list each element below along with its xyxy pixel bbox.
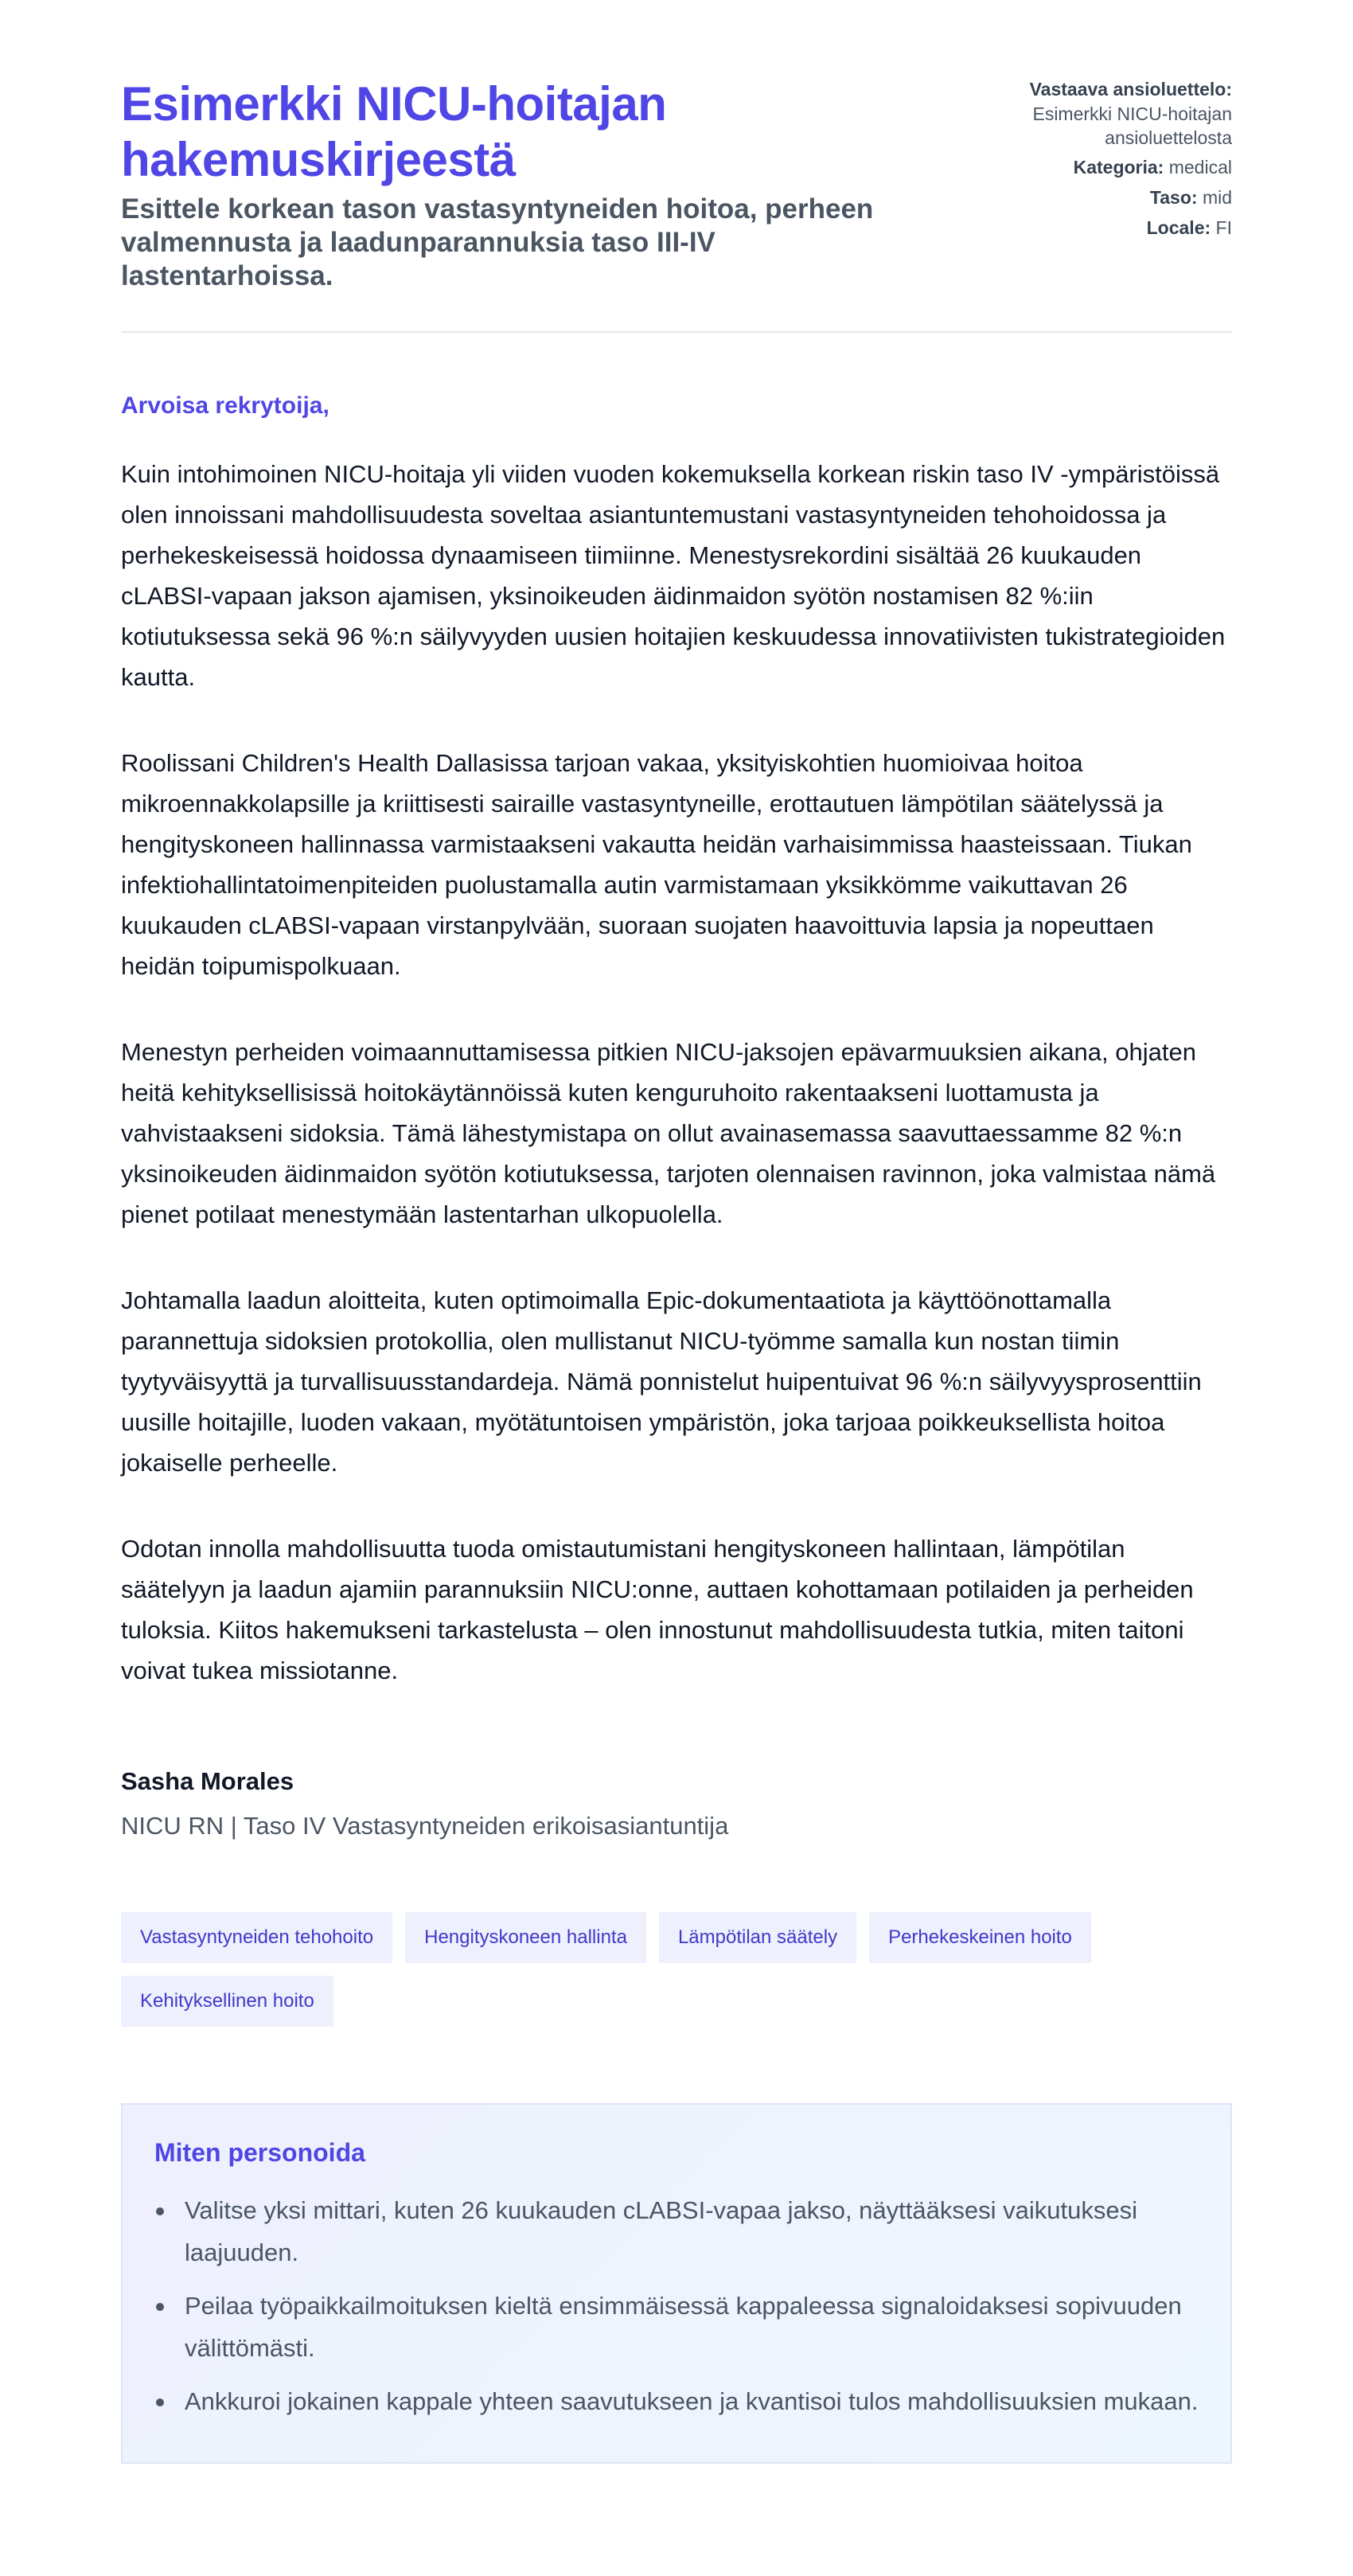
header-titles: [121, 76, 925, 293]
page-subtitle: Esittele korkean tason vastasyntyneiden hoitoa, perheen valmennusta ja laadunparannuksia taso III-IV lastentarhoissa.: [121, 193, 874, 291]
skill-tag: Hengityskoneen hallinta: [405, 1912, 646, 1963]
page-header: [121, 76, 1232, 333]
meta-source-label: Vastaava ansioluettelo:: [1029, 79, 1232, 100]
skill-tag: Vastasyntyneiden tehohoito: [121, 1912, 392, 1963]
meta-level-value: mid: [1202, 187, 1232, 208]
tips-list-item: Peilaa työpaikkailmoituksen kieltä ensimmäisessä kappaleessa signaloidaksesi sopivuuden välittömästi.: [154, 2285, 1199, 2369]
meta-category-label: Kategoria:: [1073, 157, 1164, 178]
meta-locale-label: Locale:: [1146, 217, 1211, 238]
letter-paragraph-3: Menestyn perheiden voimaannuttamisessa pitkien NICU-jaksojen epävarmuuksien aikana, ohjaten heitä kehityksellisissä hoitokäytännöissä kuten kenguruhoito rakentaakseni luottamusta ja vahvistaakseni sidoksia. Tämä lähestymistapa on ollut avainasemassa saavuttaessamme 82 %:n yksinoikeuden äidinmaidon syötön kotiutuksessa, tarjoten olennaisen ravinnon, joka valmistaa nämä pienet potilaat menestymään lastentarhan ulkopuolella.: [121, 1038, 1216, 1228]
meta-category: [969, 154, 1232, 180]
tips-list-item: Valitse yksi mittari, kuten 26 kuukauden cLABSI-vapaa jakso, näyttääksesi vaikutuksesi laajuuden.: [154, 2189, 1199, 2274]
skill-tags: [121, 1912, 1232, 2027]
letter-paragraph-5: Odotan innolla mahdollisuutta tuoda omistautumistani hengityskoneen hallintaan, lämpötilan säätelyyn ja laadun ajamiin parannuksiin NICU:onne, auttaen kohottamaan potilaiden ja perheiden tuloksia. Kiitos hakemukseni tarkastelusta – olen innostunut mahdollisuudesta tutkia, miten taitoni voivat tukea missiotanne.: [121, 1535, 1194, 1684]
tips-list-item: Ankkuroi jokainen kappale yhteen saavutukseen ja kvantisoi tulos mahdollisuuksien mukaan.: [154, 2380, 1199, 2422]
letter-greeting: Arvoisa rekrytoija,: [121, 392, 329, 419]
meta-level: [969, 185, 1232, 210]
signature-title: NICU RN | Taso IV Vastasyntyneiden erikoisasiantuntija: [121, 1812, 729, 1840]
meta-panel: [969, 76, 1232, 245]
tips-title: Miten personoida: [154, 2138, 365, 2167]
page-title: Esimerkki NICU-hoitajan hakemuskirjeestä: [121, 77, 667, 186]
skill-tag: Lämpötilan säätely: [659, 1912, 856, 1963]
personalization-tips-box: [121, 2103, 1232, 2464]
signature-block: [121, 1766, 1232, 1842]
meta-locale-value: FI: [1215, 217, 1232, 238]
letter-body: [121, 454, 1232, 1691]
signature-name: Sasha Morales: [121, 1767, 294, 1795]
letter-paragraph-2: Roolissani Children's Health Dallasissa tarjoan vakaa, yksityiskohtien huomioivaa hoitoa mikroennakkolapsille ja kriittisesti sairaille vastasyntyneille, erottautuen lämpötilan säätelyssä ja hengityskoneen hallinnassa varmistaakseni vakautta heidän varhaisimmissa haasteissaan. Tiukan infektiohallintatoimenpiteiden puolustamalla autin varmistamaan yksikkömme vaikuttavan 26 kuukauden cLABSI-vapaan virstanpylvään, suoraan suojaten haavoittuvia lapsia ja nopeuttaen heidän toipumispolkuaan.: [121, 749, 1192, 980]
meta-locale: [969, 215, 1232, 240]
tips-list: [154, 2189, 1199, 2422]
meta-level-label: Taso:: [1149, 187, 1198, 208]
meta-source: [969, 76, 1232, 150]
skill-tag: Kehityksellinen hoito: [121, 1976, 333, 2027]
meta-category-value: medical: [1168, 157, 1232, 178]
letter-paragraph-1: Kuin intohimoinen NICU-hoitaja yli viiden vuoden kokemuksella korkean riskin taso IV -ympäristöissä olen innoissani mahdollisuudesta soveltaa asiantuntemustani vastasyntyneiden tehohoidossa ja perhekeskeisessä hoidossa dynaamiseen tiimiinne. Menestysrekordini sisältää 26 kuukauden cLABSI-vapaan jakson ajamisen, yksinoikeuden äidinmaidon syötön nostamisen 82 %:iin kotiutuksessa sekä 96 %:n säilyvyyden uusien hoitajien keskuudessa innovatiivisten tukistrategioiden kautta.: [121, 460, 1226, 691]
meta-source-value: Esimerkki NICU-hoitajan ansioluettelosta: [1032, 103, 1232, 148]
letter-paragraph-4: Johtamalla laadun aloitteita, kuten optimoimalla Epic-dokumentaatiota ja käyttöönottamalla parannettuja sidoksien protokollia, olen mullistanut NICU-työmme samalla kun nostan tiimin tyytyväisyyttä ja turvallisuusstandardeja. Nämä ponnistelut huipentuivat 96 %:n säilyvyysprosenttiin uusille hoitajille, luoden vakaan, myötätuntoisen ympäristön, joka tarjoaa poikkeuksellista hoitoa jokaiselle perheelle.: [121, 1286, 1202, 1477]
skill-tag: Perhekeskeinen hoito: [869, 1912, 1091, 1963]
